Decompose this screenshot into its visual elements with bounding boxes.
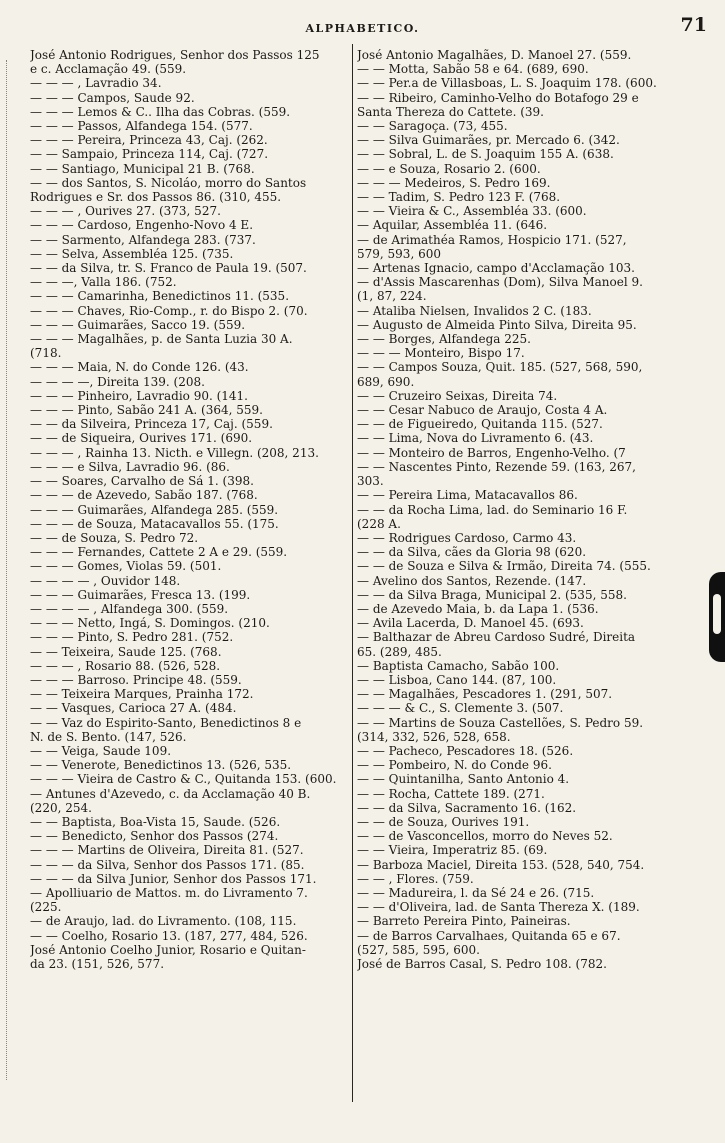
directory-entry-line: — — — Guimarães, Fresca 13. (199. (30, 587, 251, 602)
left-column (30, 48, 350, 971)
directory-entry-line: — — da Silva Braga, Municipal 2. (535, 558. (357, 587, 627, 602)
directory-entry-line: — — — Cardoso, Engenho-Novo 4 E. (30, 218, 254, 233)
directory-entry-line: José Antonio Magalhães, D. Manoel 27. (559. (357, 48, 632, 62)
directory-entry-line: — — — Guimarães, Alfandega 285. (559. (30, 502, 279, 517)
directory-entry-line: — — Saragoça. (73, 455. (357, 119, 508, 134)
directory-entry-line: — Apolliuario de Mattos. m. do Livramento 7. (30, 885, 308, 900)
directory-entry-line: — — Madureira, l. da Sé 24 e 26. (715. (357, 885, 595, 900)
directory-entry-line: — — Per.a de Villasboas, L. S. Joaquim 178. (600. (357, 76, 657, 91)
directory-entry-line: — — — , Lavradio 34. (30, 76, 162, 91)
directory-entry-line: — — Benedicto, Senhor dos Passos (274. (30, 829, 279, 844)
directory-entry-line: — de Barros Carvalhaes, Quitanda 65 e 67. (357, 928, 621, 943)
directory-entry-line: Rodrigues e Sr. dos Passos 86. (310, 455. (30, 190, 282, 205)
directory-entry-line: — — Cesar Nabuco de Araujo, Costa 4 A. (357, 403, 608, 418)
directory-entry-line: Santa Thereza do Cattete. (39. (357, 104, 544, 119)
directory-entry-line: — — dos Santos, S. Nicoláo, morro do Santos (30, 175, 307, 190)
directory-entry-line: — — de Souza, S. Pedro 72. (30, 530, 199, 545)
directory-entry-line: — Balthazar de Abreu Cardoso Sudré, Direita (357, 630, 636, 645)
directory-entry-line: José Antonio Coelho Junior, Rosario e Quitan- (30, 942, 306, 957)
directory-entry-line: (225. (30, 900, 62, 915)
directory-entry-line: — — d'Oliveira, lad. de Santa Thereza X. (189. (357, 900, 640, 915)
directory-entry-line: — — Rodrigues Cardoso, Carmo 43. (357, 530, 577, 545)
directory-entry-line: — — — de Azevedo, Sabão 187. (768. (30, 488, 258, 503)
directory-entry-line: — — de Souza, Ourives 191. (357, 814, 530, 829)
directory-entry-line: — — — Barroso. Principe 48. (559. (30, 672, 242, 687)
directory-entry-line: — — Vasques, Carioca 27 A. (484. (30, 701, 237, 716)
directory-entry-line: — — — Lemos & C.. Ilha das Cobras. (559. (30, 104, 291, 119)
directory-entry-line: — — Nascentes Pinto, Rezende 59. (163, 267, (357, 459, 636, 474)
directory-entry-line: — — — Pinheiro, Lavradio 90. (141. (30, 388, 248, 403)
directory-entry-line: — Antunes d'Azevedo, c. da Acclamação 40 B. (30, 786, 311, 801)
directory-entry-line: — — — Chaves, Rio-Comp., r. do Bispo 2. (70. (30, 303, 308, 318)
directory-entry-line: — — da Silva, Sacramento 16. (162. (357, 800, 577, 815)
directory-entry-line: — — de Souza e Silva & Irmão, Direita 74. (555. (357, 559, 651, 574)
directory-entry-line: — Aquilar, Assembléa 11. (646. (357, 218, 548, 233)
page-number: 71 (680, 14, 707, 36)
directory-entry-line: — — — Pinto, Sabão 241 A. (364, 559. (30, 403, 263, 418)
directory-entry-line: — — Monteiro de Barros, Engenho-Velho. (7 (357, 445, 626, 460)
directory-entry-line: — — Veiga, Saude 109. (30, 743, 172, 758)
directory-entry-line: — Barreto Pereira Pinto, Paineiras. (357, 914, 571, 929)
directory-entry-line: — — — — , Ouvidor 148. (30, 573, 181, 588)
directory-entry-line: — — da Silveira, Princeza 17, Caj. (559. (30, 417, 273, 432)
directory-entry-line: — — — — , Alfandega 300. (559. (30, 601, 229, 616)
directory-entry-line: — — — e Silva, Lavradio 96. (86. (30, 459, 230, 474)
right-column (357, 48, 709, 971)
directory-entry-line: — — da Silva, cães da Gloria 98 (620. (357, 545, 587, 560)
directory-entry-line: 689, 690. (357, 374, 415, 389)
directory-entry-line: — d'Assis Mascarenhas (Dom), Silva Manoel 9. (357, 275, 643, 290)
directory-entry-line: — — Sampaio, Princeza 114, Caj. (727. (30, 147, 269, 162)
directory-entry-line: (1, 87, 224. (357, 289, 427, 304)
directory-entry-line: 303. (357, 474, 384, 489)
directory-entry-line: — — Baptista, Boa-Vista 15, Saude. (526. (30, 814, 281, 829)
directory-entry-line: — — Vieira & C., Assembléa 33. (600. (357, 204, 587, 219)
directory-entry-line: — — Campos Souza, Quit. 185. (527, 568, 590, (357, 360, 643, 375)
directory-entry-line: — — — Pereira, Princeza 43, Caj. (262. (30, 133, 268, 148)
directory-entry-line: — — — Pinto, S. Pedro 281. (752. (30, 630, 234, 645)
directory-entry-line: — de Araujo, lad. do Livramento. (108, 115. (30, 914, 297, 929)
directory-entry-line: — Avelino dos Santos, Rezende. (147. (357, 573, 587, 588)
directory-entry-line: N. de S. Bento. (147, 526. (30, 729, 187, 744)
directory-entry-line: — — Teixeira, Saude 125. (768. (30, 644, 222, 659)
directory-entry-line: — — — Martins de Oliveira, Direita 81. (527. (30, 843, 304, 858)
directory-entry-line: — — Selva, Assembléa 125. (735. (30, 246, 234, 261)
directory-entry-line: — Ataliba Nielsen, Invalidos 2 C. (183. (357, 303, 592, 318)
directory-entry-line: — — de Siqueira, Ourives 171. (690. (30, 431, 253, 446)
directory-entry-line: e c. Acclamação 49. (559. (30, 62, 187, 77)
directory-entry-line: — — — Vieira de Castro & C., Quitanda 153. (600. (30, 772, 337, 787)
directory-entry-line: (228 A. (357, 516, 401, 531)
directory-entry-line: 65. (289, 485. (357, 644, 442, 659)
directory-entry-line: — — da Rocha Lima, lad. do Seminario 16 F. (357, 502, 628, 517)
directory-entry-line: 579, 593, 600 (357, 246, 441, 261)
directory-entry-line: — — — de Souza, Matacavallos 55. (175. (30, 516, 279, 531)
running-title: ALPHABETICO. (305, 22, 420, 35)
directory-entry-line: — — Cruzeiro Seixas, Direita 74. (357, 388, 558, 403)
directory-entry-line: — — — Netto, Ingá, S. Domingos. (210. (30, 616, 270, 631)
directory-entry-line: — de Arimathéa Ramos, Hospicio 171. (527, (357, 232, 627, 247)
directory-entry-line: — — Santiago, Municipal 21 B. (768. (30, 161, 255, 176)
directory-entry-line: — — — Gomes, Violas 59. (501. (30, 559, 222, 574)
column-divider (352, 44, 353, 1102)
directory-entry-line: — Artenas Ignacio, campo d'Acclamação 103. (357, 261, 635, 276)
directory-entry-line: — — Vaz do Espirito-Santo, Benedictinos 8 e (30, 715, 302, 730)
directory-entry-line: José de Barros Casal, S. Pedro 108. (782. (357, 957, 607, 971)
directory-entry-line: — — Lisboa, Cano 144. (87, 100. (357, 672, 557, 687)
directory-entry-line: — — Pombeiro, N. do Conde 96. (357, 758, 552, 773)
directory-entry-line: — — Quintanilha, Santo Antonio 4. (357, 772, 570, 787)
directory-entry-line: — — , Flores. (759. (357, 871, 474, 886)
directory-entry-line: — — — , Rainha 13. Nicth. e Villegn. (208, 213. (30, 445, 319, 460)
directory-entry-line: — — Borges, Alfandega 225. (357, 332, 531, 347)
directory-entry-line: — — — da Silva, Senhor dos Passos 171. (85. (30, 857, 305, 872)
directory-entry-line: (527, 585, 595, 600. (357, 942, 480, 957)
directory-entry-line: — — da Silva, tr. S. Franco de Paula 19. (507. (30, 261, 307, 276)
directory-entry-line: — — —, Valla 186. (752. (30, 275, 177, 290)
directory-entry-line: — — Sarmento, Alfandega 283. (737. (30, 232, 256, 247)
directory-entry-line: — — — —, Direita 139. (208. (30, 374, 205, 389)
directory-entry-line: — — Teixeira Marques, Prainha 172. (30, 687, 254, 702)
directory-entry-line: — — Vieira, Imperatriz 85. (69. (357, 843, 548, 858)
directory-entry-line: — Augusto de Almeida Pinto Silva, Direita 95. (357, 317, 637, 332)
directory-entry-line: — — — Passos, Alfandega 154. (577. (30, 119, 253, 134)
page-header (0, 14, 725, 40)
directory-entry-line: — — — Fernandes, Cattete 2 A e 29. (559. (30, 545, 288, 560)
directory-entry-line: (718. (30, 346, 62, 361)
binding-clip-mark (709, 572, 725, 662)
directory-entry-line: (220, 254. (30, 800, 92, 815)
directory-entry-line: — — — Camarinha, Benedictinos 11. (535. (30, 289, 290, 304)
directory-entry-line: — — — Campos, Saude 92. (30, 90, 195, 105)
directory-entry-line: — — de Vasconcellos, morro do Neves 52. (357, 829, 613, 844)
directory-entry-line: — — Soares, Carvalho de Sá 1. (398. (30, 474, 254, 489)
directory-entry-line: — — Sobral, L. de S. Joaquim 155 A. (638. (357, 147, 614, 162)
directory-entry-line: — Avila Lacerda, D. Manoel 45. (693. (357, 616, 584, 631)
directory-entry-line: — — Martins de Souza Castellões, S. Pedro 59. (357, 715, 644, 730)
directory-entry-line: (314, 332, 526, 528, 658. (357, 729, 511, 744)
directory-entry-line: — — — , Ourives 27. (373, 527. (30, 204, 221, 219)
directory-entry-line: José Antonio Rodrigues, Senhor dos Passos 125 (30, 48, 320, 62)
directory-entry-line: da 23. (151, 526, 577. (30, 957, 165, 971)
directory-entry-line: — — Tadim, S. Pedro 123 F. (768. (357, 190, 561, 205)
directory-entry-line: — Barboza Maciel, Direita 153. (528, 540, 754. (357, 857, 645, 872)
directory-entry-line: — — Magalhães, Pescadores 1. (291, 507. (357, 687, 613, 702)
directory-entry-line: — — Pereira Lima, Matacavallos 86. (357, 488, 578, 503)
directory-entry-line: — — — & C., S. Clemente 3. (507. (357, 701, 564, 716)
directory-entry-line: — — — Maia, N. do Conde 126. (43. (30, 360, 249, 375)
directory-entry-line: — — — Monteiro, Bispo 17. (357, 346, 525, 361)
directory-entry-line: — — Venerote, Benedictinos 13. (526, 535. (30, 758, 292, 773)
page-edge-shadow (6, 60, 9, 1080)
directory-entry-line: — — Pacheco, Pescadores 18. (526. (357, 743, 574, 758)
directory-entry-line: — — Lima, Nova do Livramento 6. (43. (357, 431, 594, 446)
directory-entry-line: — — — , Rosario 88. (526, 528. (30, 658, 221, 673)
directory-entry-line: — — Motta, Sabão 58 e 64. (689, 690. (357, 62, 589, 77)
directory-entry-line: — de Azevedo Maia, b. da Lapa 1. (536. (357, 601, 599, 616)
directory-entry-line: — — Ribeiro, Caminho-Velho do Botafogo 29 e (357, 90, 639, 105)
directory-entry-line: — — de Figueiredo, Quitanda 115. (527. (357, 417, 603, 432)
directory-entry-line: — — — Guimarães, Sacco 19. (559. (30, 317, 246, 332)
directory-entry-line: — — Coelho, Rosario 13. (187, 277, 484, 526. (30, 928, 308, 943)
directory-entry-line: — — Silva Guimarães, pr. Mercado 6. (342. (357, 133, 620, 148)
directory-entry-line: — — — Medeiros, S. Pedro 169. (357, 175, 551, 190)
directory-entry-line: — — — da Silva Junior, Senhor dos Passos 171. (30, 871, 317, 886)
directory-entry-line: — — Rocha, Cattete 189. (271. (357, 786, 545, 801)
directory-entry-line: — — — Magalhães, p. de Santa Luzia 30 A. (30, 332, 293, 347)
directory-entry-line: — Baptista Camacho, Sabão 100. (357, 658, 560, 673)
directory-entry-line: — — e Souza, Rosario 2. (600. (357, 161, 541, 176)
